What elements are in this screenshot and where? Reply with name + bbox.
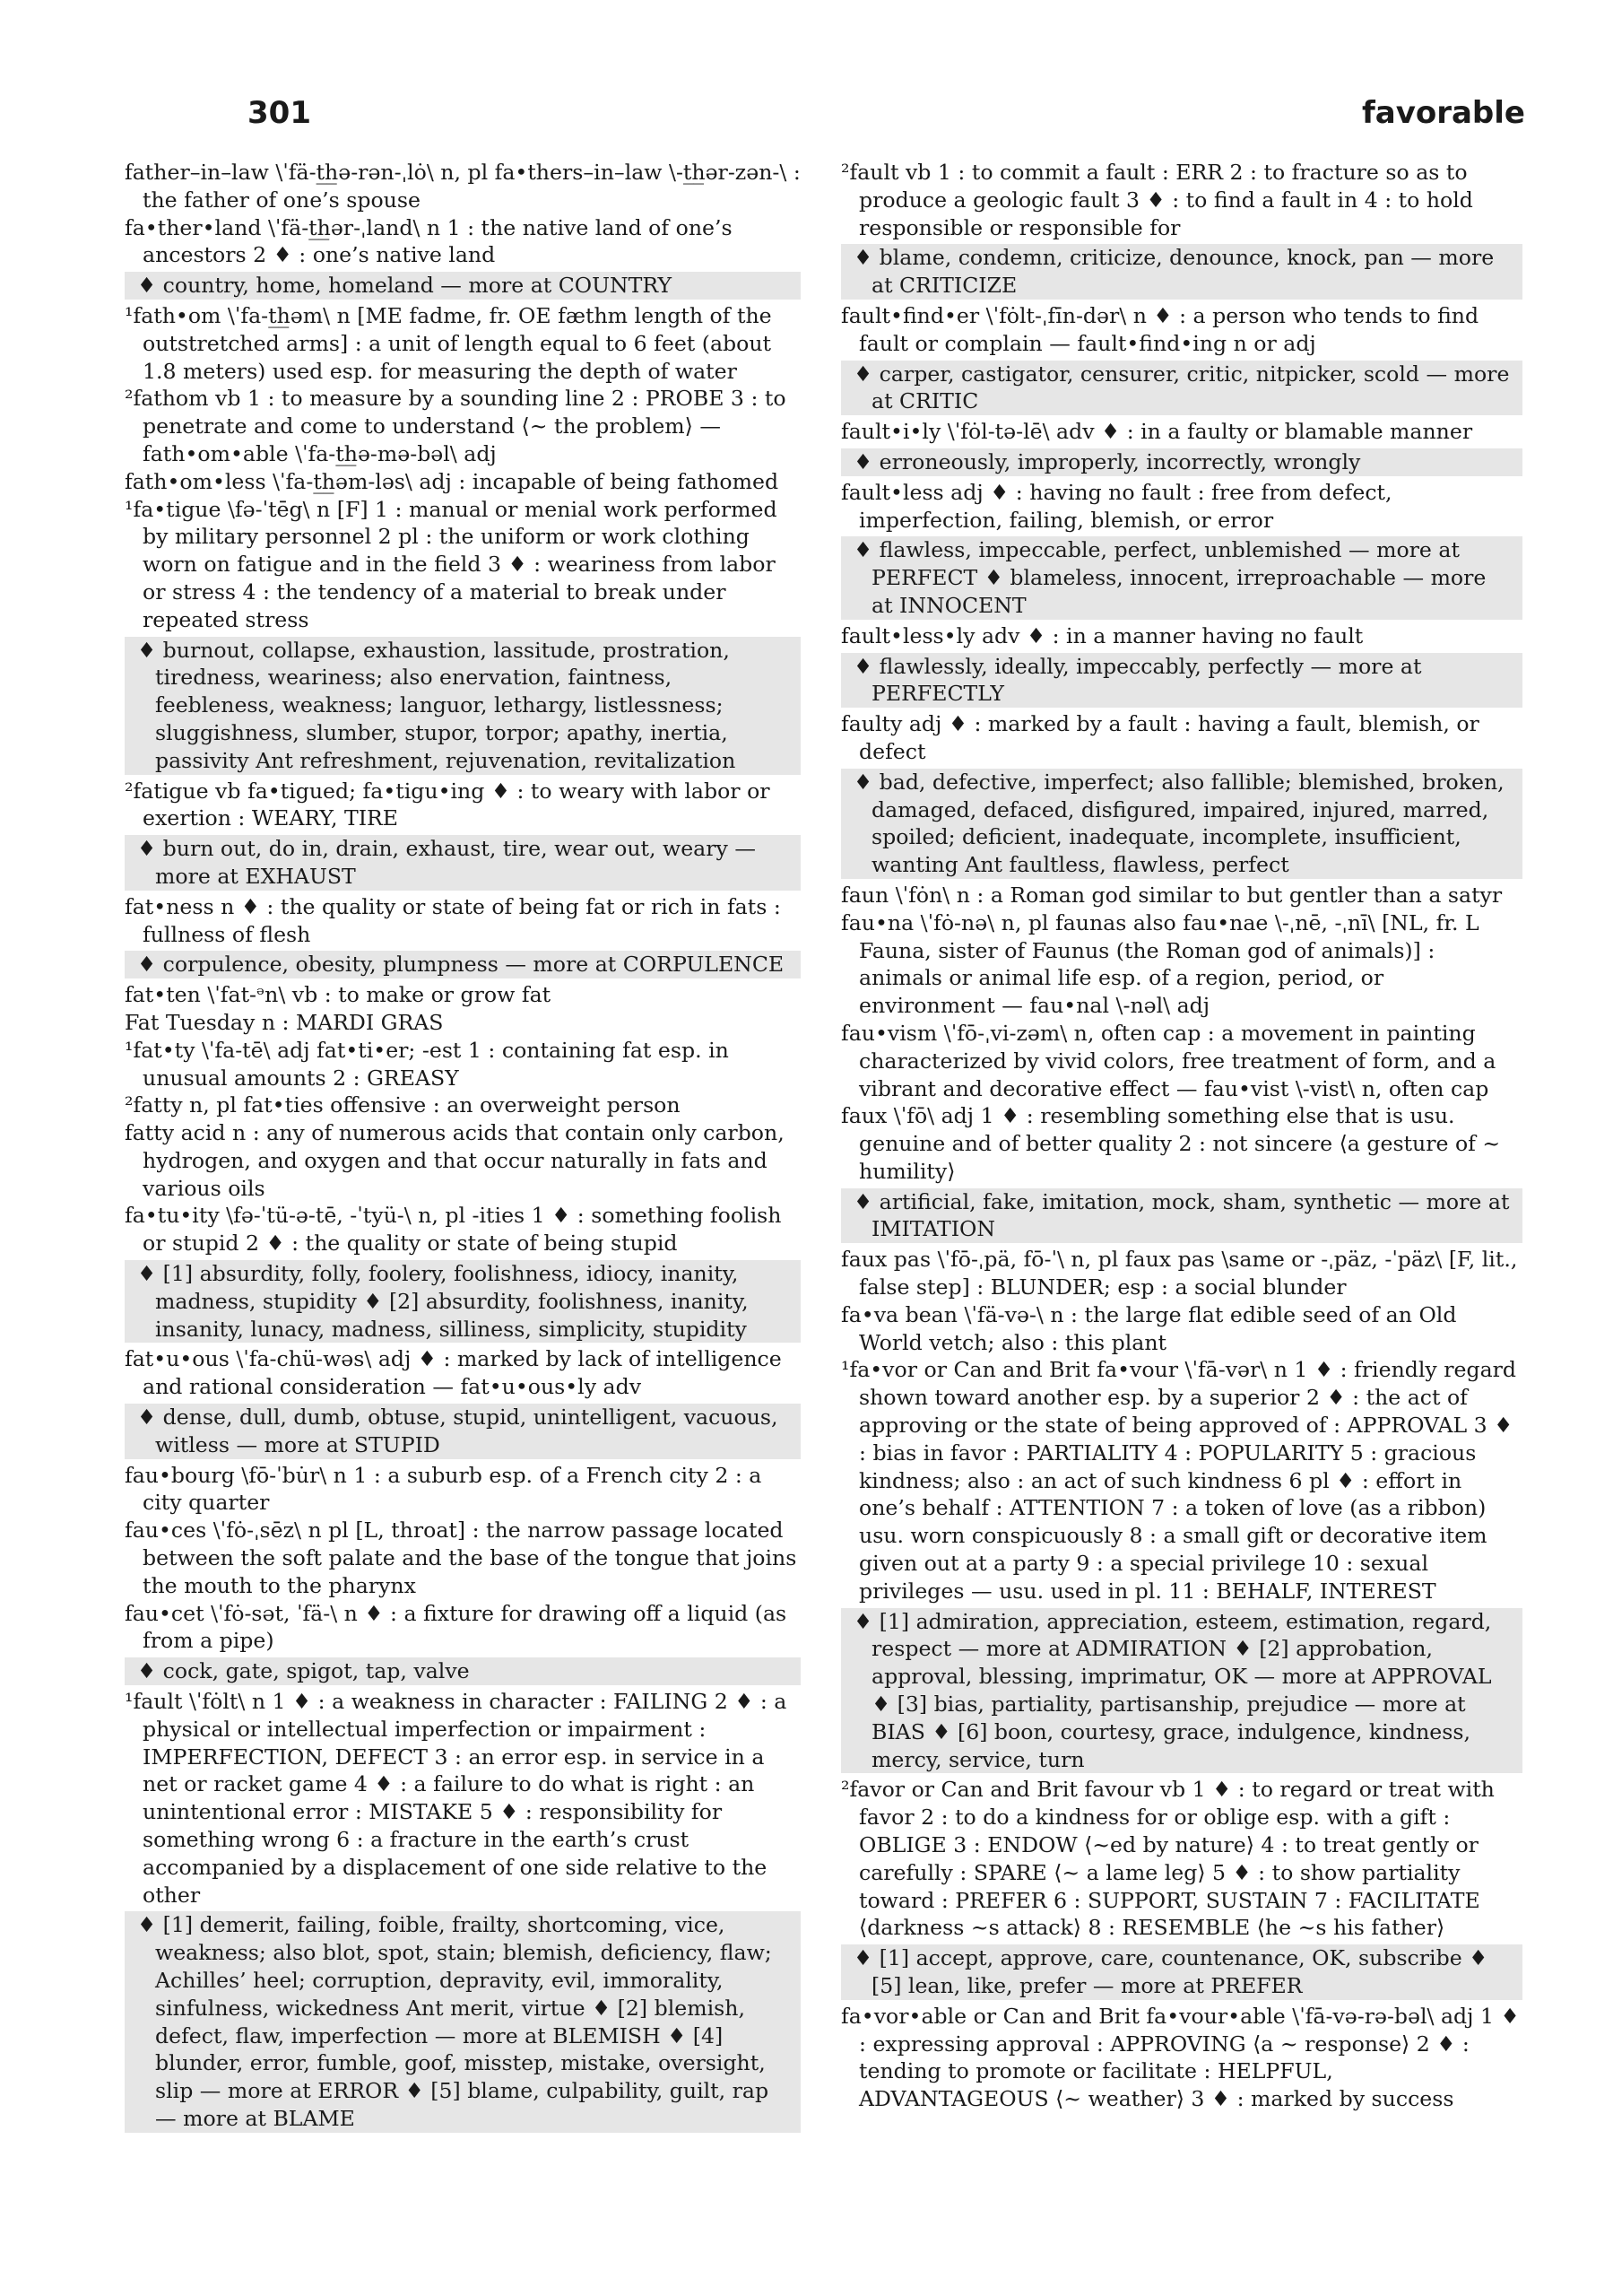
synonym-box: ♦ country, home, homeland — more at COUNTRY bbox=[125, 272, 801, 300]
entry-fatty-adj: ¹fat•ty \ˈfa-tē\ adj fat•ti•er; -est 1 : containing fat esp. in unusual amounts 2 : GREASY bbox=[125, 1037, 729, 1091]
left-column bbox=[125, 159, 801, 2135]
synonym-box: ♦ artificial, fake, imitation, mock, sham, synthetic — more at IMITATION bbox=[841, 1188, 1522, 1244]
entry-fauces: fau•ces \ˈfȯ-ˌsēz\ n pl [L, throat] : the narrow passage located between the soft palate and the base of the tongue that joins the mouth to the pharynx bbox=[125, 1518, 797, 1598]
entry-fathom-verb: ²fathom vb 1 : to measure by a sounding line 2 : PROBE 3 : to penetrate and come to understand ⟨~ the problem⟩ — fath•om•able \ˈfa-t̲h̲ə-mə-bəl\ adj bbox=[125, 386, 786, 466]
synonym-box: ♦ bad, defective, imperfect; also fallible; blemished, broken, damaged, defaced, disfigured, impaired, injured, marred, spoiled; deficient, inadequate, incomplete, insufficient, wanting Ant faultless, flawless, perfect bbox=[841, 769, 1522, 879]
entry-fatigue-noun: ¹fa•tigue \fə-ˈtēg\ n [F] 1 : manual or menial work performed by military personnel 2 pl : the uniform or work clothing worn on fatigue and in the field 3 ♦ : weariness from labor or stress 4 : the tendency of a material to break under repeated stress bbox=[125, 496, 777, 632]
synonym-box: ♦ blame, condemn, criticize, denounce, knock, pan — more at CRITICIZE bbox=[841, 244, 1522, 300]
entry-faultily: fault•i•ly \ˈfȯl-tə-lē\ adv ♦ : in a faulty or blamable manner bbox=[841, 419, 1473, 445]
entry-faun: faun \ˈfȯn\ n : a Roman god similar to but gentler than a satyr bbox=[841, 882, 1503, 908]
synonym-box: ♦ flawlessly, ideally, impeccably, perfectly — more at PERFECTLY bbox=[841, 653, 1522, 709]
page-header bbox=[0, 90, 1613, 136]
entry-fatuity: fa•tu•ity \fə-ˈtü-ə-tē, -ˈtyü-\ n, pl -ities 1 ♦ : something foolish or stupid 2 ♦ : the quality or state of being stupid bbox=[125, 1203, 782, 1257]
entry-faultlessly: fault•less•ly adv ♦ : in a manner having no fault bbox=[841, 622, 1364, 648]
entry-fatigue-verb: ²fatigue vb fa•tigued; fa•tigu•ing ♦ : to weary with labor or exertion : WEARY, TIRE bbox=[125, 778, 770, 831]
entry-fat-tuesday: Fat Tuesday n : MARDI GRAS bbox=[125, 1009, 444, 1035]
guide-word: favorable bbox=[1361, 95, 1525, 131]
entry-fathom-noun: ¹fath•om \ˈfa-t̲h̲əm\ n [ME fadme, fr. OE fæthm length of the outstretched arms] : a unit of length equal to 6 feet (about 1.8 meters) used esp. for measuring the depth of water bbox=[125, 302, 772, 384]
entry-fauvism: fau•vism \ˈfō-ˌvi-zəm\ n, often cap : a movement in painting characterized by vivid colors, free treatment of form, and a vibrant and decorative effect — fau•vist \-vist\ n, often cap bbox=[841, 1020, 1496, 1101]
synonym-box: ♦ burn out, do in, drain, exhaust, tire, wear out, weary — more at EXHAUST bbox=[125, 835, 801, 891]
entry-favor-noun: ¹fa•vor or Can and Brit fa•vour \ˈfā-vər\ n 1 ♦ : friendly regard shown toward another esp. by a superior 2 ♦ : the act of approving or the state of being approved of : APPROVAL 3 ♦ : bias in favor : PARTIALITY 4 : POPULARITY 5 : gracious kindness; also : an act of such kindness 6 pl ♦ : effort in one’s behalf : ATTENTION 7 : a token of love (as a ribbon) usu. worn conspicuously 8 : a small gift or decorative item given out at a party 9 : a special privilege 10 : sexual privileges — usu. used in pl. 11 : BEHALF, INTEREST bbox=[841, 1357, 1517, 1604]
entry-faulty: faulty adj ♦ : marked by a fault : having a fault, blemish, or defect bbox=[841, 711, 1479, 764]
entry-favor-verb: ²favor or Can and Brit favour vb 1 ♦ : to regard or treat with favor 2 : to do a kindness for or oblige esp. with a gift : OBLIGE 3 : ENDOW ⟨~ed by nature⟩ 4 : to treat gently or carefully : SPARE ⟨~ a lame leg⟩ 5 ♦ : to show partiality toward : PREFER 6 : SUPPORT, SUSTAIN 7 : FACILITATE ⟨darkness ~s attack⟩ 8 : RESEMBLE ⟨he ~s his father⟩ bbox=[841, 1777, 1495, 1941]
entry-father-in-law: father–in–law \ˈfä-t̲h̲ə-rən-ˌlȯ\ n, pl fa•thers–in–law \-t̲h̲ər-zən-\ : the father of one’s spouse bbox=[125, 160, 801, 213]
entry-fava-bean: fa•va bean \ˈfä-və-\ n : the large flat edible seed of an Old World vetch; also : this plant bbox=[841, 1301, 1457, 1355]
entry-fault-verb: ²fault vb 1 : to commit a fault : ERR 2 : to fracture so as to produce a geologic fault 3 ♦ : to find a fault in 4 : to hold responsible or responsible for bbox=[841, 160, 1473, 240]
entry-fatherland: fa•ther•land \ˈfä-t̲h̲ər-ˌland\ n 1 : the native land of one’s ancestors 2 ♦ : one’s native land bbox=[125, 214, 733, 268]
page-number: 301 bbox=[247, 95, 311, 131]
entry-faucet: fau•cet \ˈfȯ-sət, ˈfä-\ n ♦ : a fixture for drawing off a liquid (as from a pipe) bbox=[125, 1600, 787, 1654]
entry-fatty-noun: ²fatty n, pl fat•ties offensive : an overweight person bbox=[125, 1092, 681, 1118]
entry-faux: faux \ˈfō\ adj 1 ♦ : resembling something else that is usu. genuine and of better quality 2 : not sincere ⟨a gesture of ~ humility⟩ bbox=[841, 1103, 1501, 1184]
entry-fauna: fau•na \ˈfȯ-nə\ n, pl faunas also fau•nae \-ˌnē, -ˌnī\ [NL, fr. L Fauna, sister of Faunus (the Roman god of animals)] : animals or animal life esp. of a region, period, or environment — fau•nal \-nəl\ adj bbox=[841, 909, 1479, 1019]
entry-favorable: fa•vor•able or Can and Brit fa•vour•able \ˈfā-və-rə-bəl\ adj 1 ♦ : expressing approval : APPROVING ⟨a ~ response⟩ 2 ♦ : tending to promote or facilitate : HELPFUL, ADVANTAGEOUS ⟨~ weather⟩ 3 ♦ : marked by success bbox=[841, 2003, 1520, 2112]
synonym-box: ♦ corpulence, obesity, plumpness — more at CORPULENCE bbox=[125, 951, 801, 978]
right-column bbox=[841, 159, 1522, 2113]
synonym-box: ♦ [1] demerit, failing, foible, frailty, shortcoming, vice, weakness; also blot, spot, stain; blemish, deficiency, flaw; Achilles’ heel; corruption, depravity, evil, immorality, sinfulness, wickedness Ant merit, virtue ♦ [2] blemish, defect, flaw, imperfection — more at BLEMISH ♦ [4] blunder, error, fumble, goof, misstep, mistake, oversight, slip — more at ERROR ♦ [5] blame, culpability, guilt, rap — more at BLAME bbox=[125, 1911, 801, 2132]
entry-fatty-acid: fatty acid n : any of numerous acids that contain only carbon, hydrogen, and oxygen and that occur naturally in fats and various oils bbox=[125, 1120, 785, 1201]
entry-fatness: fat•ness n ♦ : the quality or state of being fat or rich in fats : fullness of flesh bbox=[125, 893, 781, 947]
entry-faux-pas: faux pas \ˈfō-ˌpä, fō-ˈ\ n, pl faux pas \same or -ˌpäz, -ˈpäz\ [F, lit., false step] : BLUNDER; esp : a social blunder bbox=[841, 1247, 1518, 1300]
synonym-box: ♦ dense, dull, dumb, obtuse, stupid, unintelligent, vacuous, witless — more at STUPID bbox=[125, 1404, 801, 1459]
entry-faubourg: fau•bourg \fō-ˈbu̇r\ n 1 : a suburb esp. of a French city 2 : a city quarter bbox=[125, 1462, 762, 1516]
entry-fatten: fat•ten \ˈfat-ᵊn\ vb : to make or grow fat bbox=[125, 982, 551, 1008]
entry-fault-noun: ¹fault \ˈfȯlt\ n 1 ♦ : a weakness in character : FAILING 2 ♦ : a physical or intellectual imperfection or impairment : IMPERFECTION, DEFECT 3 : an error esp. in service in a net or racket game 4 ♦ : a failure to do what is right : an unintentional error : MISTAKE 5 ♦ : responsibility for something wrong 6 : a fracture in the earth’s crust accompanied by a displacement of one side relative to the other bbox=[125, 1689, 787, 1908]
synonym-box: ♦ [1] accept, approve, care, countenance, OK, subscribe ♦ [5] lean, like, prefer — more at PREFER bbox=[841, 1944, 1522, 2000]
synonym-box: ♦ carper, castigator, censurer, critic, nitpicker, scold — more at CRITIC bbox=[841, 361, 1522, 416]
synonym-box: ♦ erroneously, improperly, incorrectly, wrongly bbox=[841, 448, 1522, 476]
synonym-box: ♦ [1] absurdity, folly, foolery, foolishness, idiocy, inanity, madness, stupidity ♦ [2] absurdity, foolishness, inanity, insanity, lunacy, madness, silliness, simplicity, stupidity bbox=[125, 1260, 801, 1343]
entry-faultless: fault•less adj ♦ : having no fault : free from defect, imperfection, failing, blemish, or error bbox=[841, 479, 1392, 533]
entry-faultfinder: fault•find•er \ˈfȯlt-ˌfīn-dər\ n ♦ : a person who tends to find fault or complain — fault•find•ing n or adj bbox=[841, 302, 1479, 356]
synonym-box: ♦ cock, gate, spigot, tap, valve bbox=[125, 1657, 801, 1685]
synonym-box: ♦ [1] admiration, appreciation, esteem, estimation, regard, respect — more at ADMIRATION ♦ [2] approbation, approval, blessing, imprimatur, OK — more at APPROVAL ♦ [3] bias, partiality, partisanship, prejudice — more at BIAS ♦ [6] boon, courtesy, grace, indulgence, kindness, mercy, service, turn bbox=[841, 1608, 1522, 1774]
synonym-box: ♦ burnout, collapse, exhaustion, lassitude, prostration, tiredness, weariness; also enervation, faintness, feebleness, weakness; languor, lethargy, listlessness; sluggishness, slumber, stupor, torpor; apathy, inertia, passivity Ant refreshment, rejuvenation, revitalization bbox=[125, 637, 801, 775]
entry-fatuous: fat•u•ous \ˈfa-chü-wəs\ adj ♦ : marked by lack of intelligence and rational consideration — fat•u•ous•ly adv bbox=[125, 1346, 782, 1400]
entry-fathomless: fath•om•less \ˈfa-t̲h̲əm-ləs\ adj : incapable of being fathomed bbox=[125, 468, 779, 494]
synonym-box: ♦ flawless, impeccable, perfect, unblemished — more at PERFECT ♦ blameless, innocent, irreproachable — more at INNOCENT bbox=[841, 536, 1522, 619]
